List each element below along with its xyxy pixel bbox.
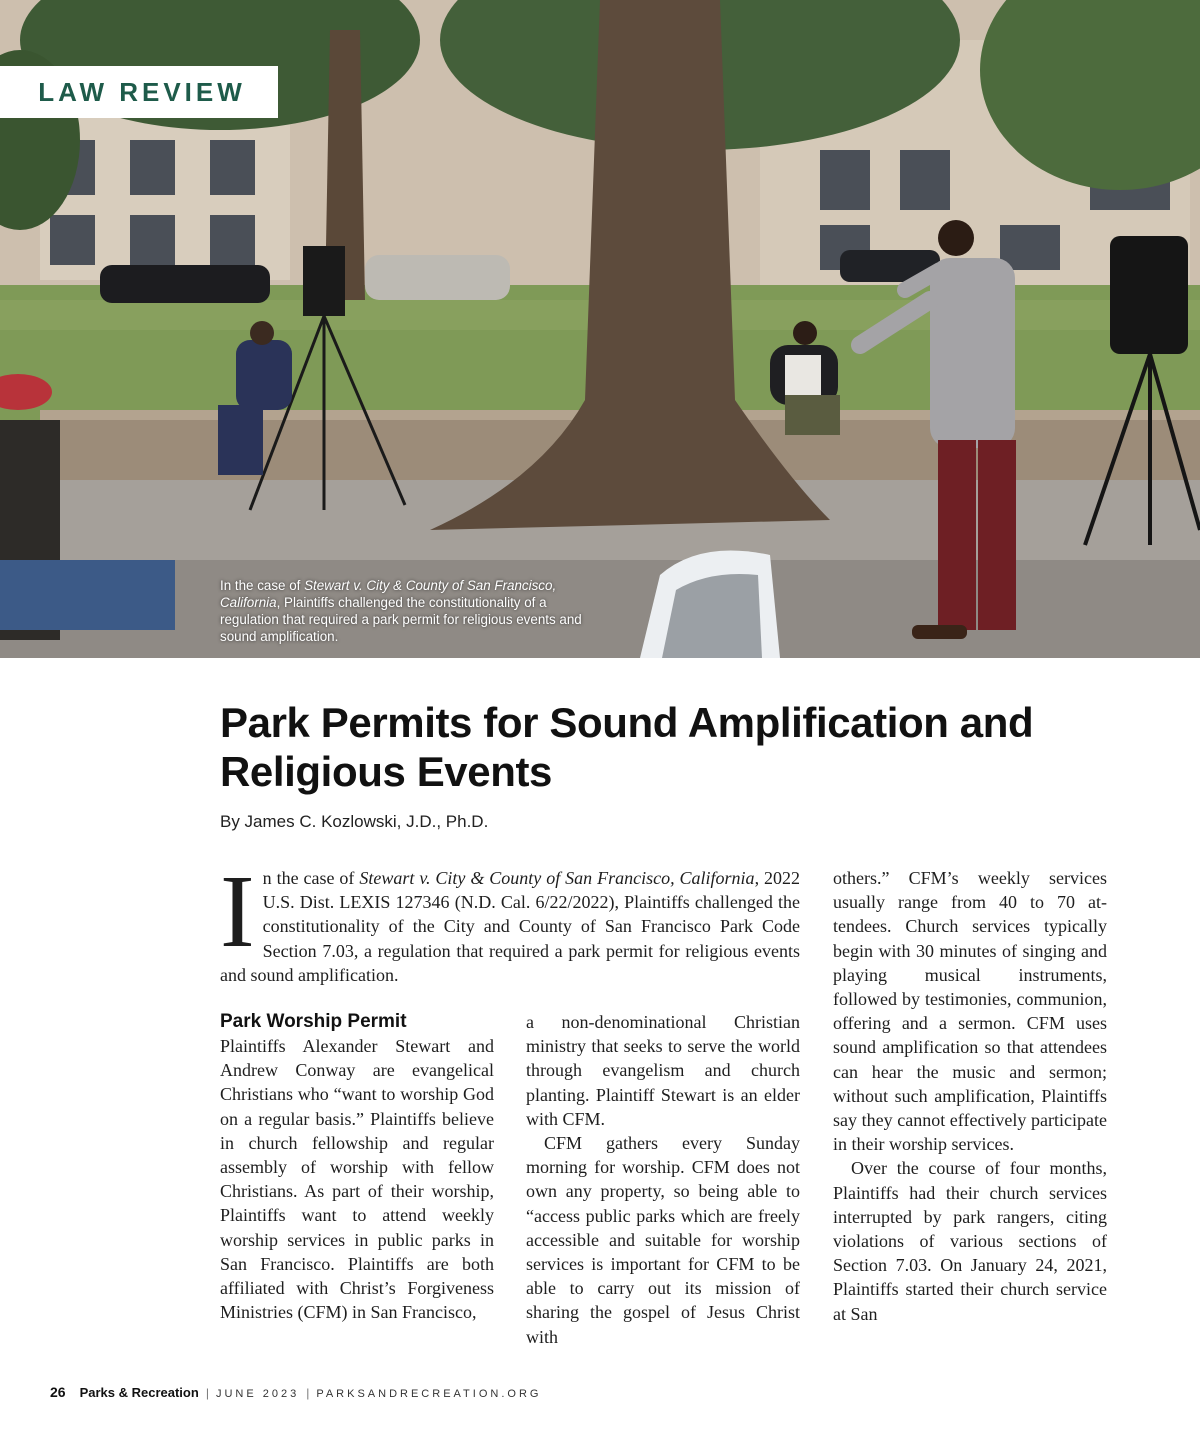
issue-date: JUNE 2023 (215, 1388, 300, 1400)
article-column-3 (833, 866, 1107, 1326)
section-label: LAW REVIEW (38, 76, 246, 107)
intro-text-before: n the case of (262, 868, 360, 888)
footer-separator: | (306, 1386, 310, 1400)
caption-prefix: In the case of (220, 578, 305, 593)
footer-separator: | (205, 1386, 209, 1400)
caption-case-name: Stewart v. City & County of San Francisco, California (220, 578, 557, 610)
hero-photo (0, 0, 1200, 658)
intro-case-name: Stewart v. City & County of San Francisco, California (359, 868, 755, 888)
magazine-name: Parks & Recreation (79, 1385, 199, 1400)
drop-cap: I (220, 854, 255, 969)
col2-paragraph-2: CFM gathers every Sunday morning for worship. CFM does not own any property, so being able to “access public parks which are freely accessible and suitable for worship services is important for CFM to be able to carry out its mission of sharing the gospel of Jesus Christ with (526, 1133, 800, 1347)
article-byline: By James C. Kozlowski, J.D., Ph.D. (220, 812, 489, 831)
article-column-2 (526, 1010, 800, 1349)
article-column-1 (220, 1010, 494, 1324)
page-footer (50, 1384, 541, 1400)
section-subhead: Park Worship Permit (220, 1011, 407, 1032)
intro-paragraph-block (220, 854, 801, 987)
intro-text-after: , 2022 U.S. Dist. LEXIS 127346 (N.D. Cal. 6/22/2022), Plaintiffs challenged the constitutionality of the City and County of San Francisco Park Code Section 7.03, a regulation that required a park permit for religious events and sound amplification. (220, 868, 801, 985)
section-label-badge (0, 66, 278, 118)
caption-rest: , Plaintiffs challenged the constitutionality of a regulation that required a park permit for religious events and sound amplification. (220, 595, 582, 644)
website-link[interactable]: PARKSANDRECREATION.ORG (316, 1388, 542, 1400)
intro-paragraph (220, 854, 801, 987)
photo-caption (220, 577, 600, 645)
page-number: 26 (50, 1384, 66, 1400)
col2-paragraph-1: a non-denominational Christian ministry that seeks to serve the world through evangelism and church planting. Plaintiff Stewart is an elder with CFM. (526, 1012, 800, 1129)
article-headline: Park Permits for Sound Amplification and Religious Events (220, 699, 1034, 795)
col1-paragraph: Plaintiffs Alexander Stewart and Andrew Conway are evangelical Christians who “want to worship God on a regular basis.” Plaintiffs believe in church fellowship and regular assembly of worship with fellow Christians. As part of their worship, Plaintiffs want to attend weekly worship services in public parks in San Francisco. Plaintiffs are both affiliated with Christ’s Forgiveness Ministries (CFM) in San Francisco, (220, 1036, 494, 1323)
col3-paragraph-2: Over the course of four months, Plaintiffs had their church services interrupted by park rangers, citing violations of various sections of Section 7.03. On January 24, 2021, Plaintiffs started their church service at San (833, 1158, 1107, 1324)
col3-paragraph-1: others.” CFM’s weekly services usually range from 40 to 70 attendees. Church services typically begin with 30 minutes of singing and playing musical instruments, followed by testimonies, communion, offering and a sermon. CFM uses sound amplification so that attendees can hear the music and sermon; without such amplification, Plaintiffs say they cannot effectively participate in their worship services. (833, 868, 1107, 1155)
